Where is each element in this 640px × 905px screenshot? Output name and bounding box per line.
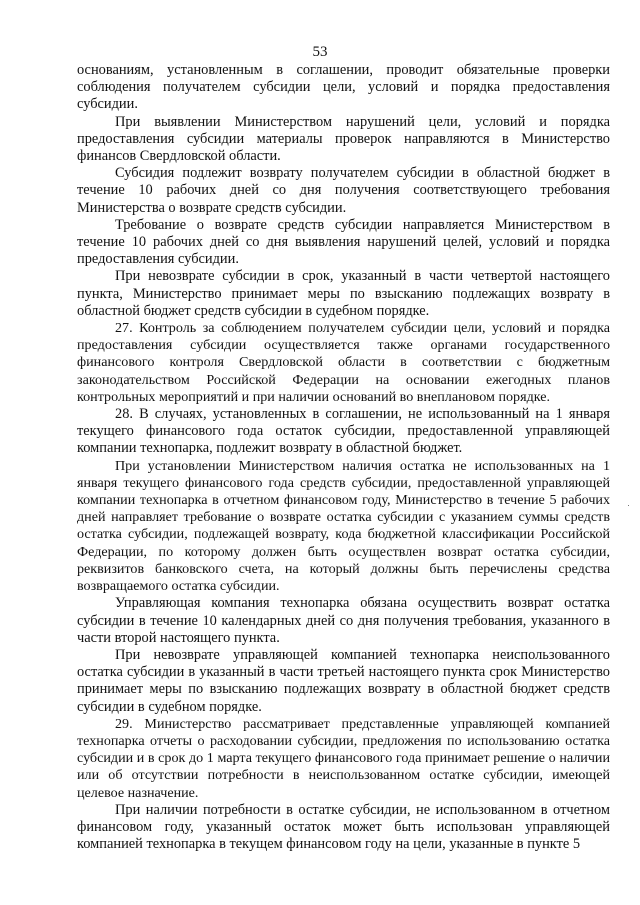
- paragraph-remainder-non-return: При невозврате управляющей компанией технопарка неиспользованного остатка субсидии в указанный в части третьей настоящего пункта срок Министерство принимает меры по взысканию подлежащих возврату в областной бюджет средств субсидии в судебном порядке.: [77, 646, 610, 715]
- paragraph-item-29: 29. Министерство рассматривает представленные управляющей компанией технопарка отчеты о расходовании субсидии, предложения по использованию остатка субсидии и в срок до 1 марта текущего финансового года принимает решение о наличии или об отсутствии потребности в неиспользованном остатке субсидии, имеющей целевое назначение.: [77, 715, 610, 801]
- document-body: [77, 62, 610, 853]
- paragraph-remainder-usage: При наличии потребности в остатке субсидии, не использованном в отчетном финансовом году, указанный остаток может быть использован управляющей компанией технопарка в текущем финансовом году на цели, указанные в пункте 5: [77, 801, 610, 853]
- paragraph-remainder-demand: При установлении Министерством наличия остатка не использованных на 1 января текущего финансового года средств субсидии, предоставленной управляющей компании технопарка в отчетном финансовом году, Министерство в течение 5 рабочих дней направляет требование о возврате остатка субсидии с указанием суммы средств остатка субсидии, подлежащей возврату, кода бюджетной классификации Российской Федерации, по которому должен быть осуществлен возврат остатка субсидии, реквизитов банковского счета, на который должны быть перечислены средства возвращаемого остатка субсидии.: [77, 457, 610, 595]
- paragraph-remainder-return-obligation: Управляющая компания технопарка обязана осуществить возврат остатка субсидии в течение 10 календарных дней со дня получения требования, указанного в части второй настоящего пункта.: [77, 595, 610, 646]
- paragraph-non-return-measures: При невозврате субсидии в срок, указанный в части четвертой настоящего пункта, Министерство принимает меры по взысканию подлежащих возврату в областной бюджет средств субсидии в судебном порядке.: [77, 268, 610, 319]
- paragraph-continuation: основаниям, установленным в соглашении, проводит обязательные проверки соблюдения получателем субсидии цели, условий и порядка предоставления субсидии.: [77, 62, 610, 113]
- scan-mark: [628, 505, 629, 506]
- paragraph-subsidy-return: Субсидия подлежит возврату получателем субсидии в областной бюджет в течение 10 рабочих дней со дня получения соответствующего требования Министерства о возврате средств субсидии.: [77, 165, 610, 216]
- page-number: 53: [312, 44, 328, 60]
- paragraph-return-demand: Требование о возврате средств субсидии направляется Министерством в течение 10 рабочих дней со дня выявления нарушений целей, условий и порядка предоставления субсидии.: [77, 216, 610, 268]
- paragraph-item-27: 27. Контроль за соблюдением получателем субсидии цели, условий и порядка предоставления субсидии осуществляется также органами государственного финансового контроля Свердловской области в соответствии с бюджетным законодательством Российской Федерации на основании ежегодных планов контрольных мероприятий и при наличии оснований во внеплановом порядке.: [77, 320, 610, 405]
- paragraph-item-28: 28. В случаях, установленных в соглашении, не использованный на 1 января текущего финансового года остаток субсидии, предоставленной управляющей компании технопарка, подлежит возврату в областной бюджет.: [77, 406, 610, 457]
- paragraph-violation-detection: При выявлении Министерством нарушений цели, условий и порядка предоставления субсидии материалы проверок направляются в Министерство финансов Свердловской области.: [77, 113, 610, 165]
